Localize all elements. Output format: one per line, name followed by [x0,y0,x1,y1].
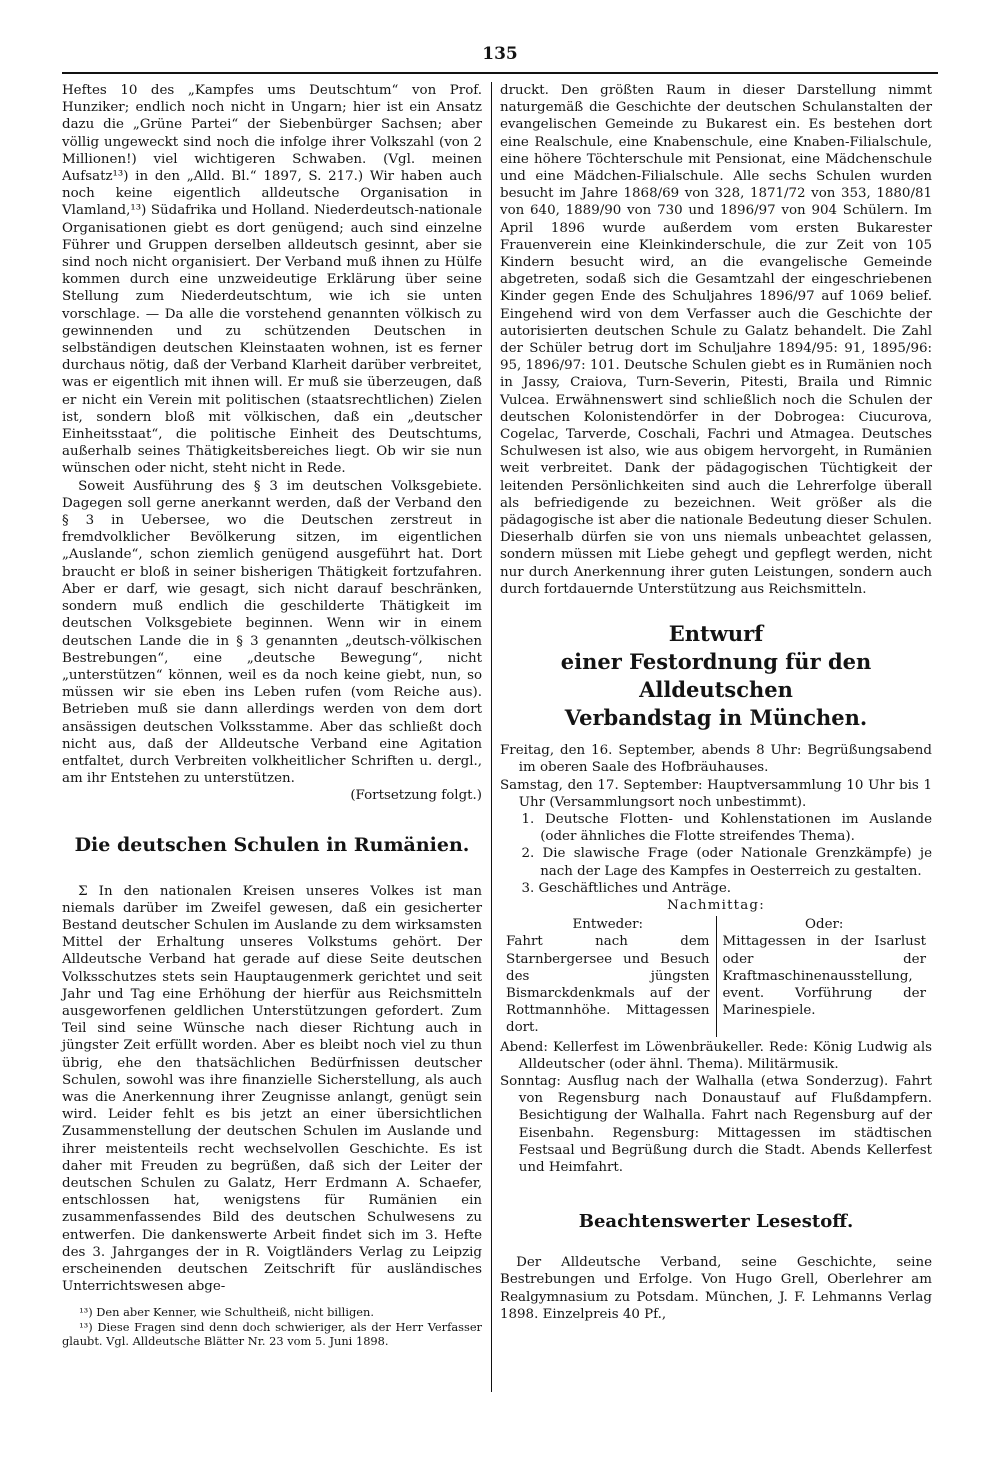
option-left-heading: Entweder: [572,917,644,933]
heading-romania-schools: Die deutschen Schulen in Rumänien. [74,833,470,856]
left-column [62,82,482,1349]
footnote: ¹³) Den aber Kenner, wie Schultheiß, nicht billigen. [79,1305,374,1320]
option-right-text: Mittagessen in der Isarlust oder der Kraftmaschinenausstellung, event. Vorführung der Marinespiele. [722,934,926,1019]
heading-reading-material: Beachtenswerter Lesestoff. [578,1211,854,1233]
footnote: ¹³) Diese Fragen sind denn doch schwieriger, als der Herr Verfasser glaubt. Vgl. Alldeutsche Blätter Nr. 23 vom 5. Juni 1898. [62,1319,482,1349]
agenda-evening: Abend: Kellerfest im Löwenbräukeller. Rede: König Ludwig als Alldeutscher (oder ähnl. Thema). Militärmusik. [500,1039,932,1072]
continuation-note: (Fortsetzung folgt.) [350,788,482,804]
afternoon-options [500,916,932,1036]
column-divider [491,82,492,1392]
agenda-sunday: Sonntag: Ausflug nach der Walhalla (etwa Sonderzug). Fahrt von Regensburg nach Donaustauf auf Flußdampfern. Besichtigung der Walhalla. Fahrt nach Regensburg auf der Eisenbahn. Regensburg: Mittagessen im städtischen Festsaal und Begrüßung durch die Stadt. Abends Kellerfest und Heimfahrt. [500,1073,932,1175]
agenda-item: 2. Die slawische Frage (oder Nationale Grenzkämpfe) je nach der Lage des Kampfes in Oesterreich zu gestalten. [521,846,932,879]
option-left-text: Fahrt nach dem Starnbergersee und Besuch des jüngsten Bismarckdenkmals auf der Rottmannhöhe. Mittagessen dort. [506,934,710,1036]
heading-line: Verbandstag in München. [564,705,868,731]
article-paragraph: Σ In den nationalen Kreisen unseres Volkes ist man niemals darüber im Zweifel gewesen, daß ein gesicherter Bestand deutscher Schulen im Auslande zu dem wirksamsten Mittel der Erhaltung unseres Volkstums gehört. Der Alldeutsche Verband hat gerade auf diese Seite deutschen Volksschutzes stets sein Hauptaugenmerk gerichtet und seit Jahr und Tag eine Erhöhung der hierfür aus Reichsmitteln ausgeworfenen geldlichen Unterstützungen gefordert. Zum Teil sind seine Wünsche nach dieser Richtung auch in jüngster Zeit erfüllt worden. Aber es bleibt noch viel zu thun übrig, ehe den thatsächlichen Bedürfnissen deutscher Schulen, sowohl was ihre finanzielle Sicherstellung, als auch was die Anerkennung ihrer Zeugnisse anlangt, genügt sein wird. Leider fehlt es bis jetzt an einer übersichtlichen Zusammenstellung der deutschen Schulen im Auslande und ihrer meistenteils recht wechselvollen Geschichte. Es ist daher mit Freuden zu begrüßen, daß sich der Leiter der deutschen Schulen zu Galatz, Herr Erdmann A. Schaefer, entschlossen hat, wenigstens für Rumänien ein zusammenfassendes Bild des deutschen Schulwesens zu entwerfen. Die dankenswerte Arbeit findet sich im 3. Hefte des 3. Jahrganges der in R. Voigtländers Verlag zu Leipzig erscheinenden deutschen Zeitschrift für ausländisches Unterrichtswesen abge- [62,883,482,1295]
right-column [500,82,932,1323]
festival-agenda [500,742,932,1176]
agenda-saturday: Samstag, den 17. September: Hauptversammlung 10 Uhr bis 1 Uhr (Versammlungsort noch unbestimmt). [500,777,932,810]
option-left [500,916,717,1036]
heading-line: Entwurf [668,621,764,647]
header-rule [62,72,938,74]
option-right [717,916,933,1036]
heading-festordnung [500,620,932,732]
article-paragraph: druckt. Den größten Raum in dieser Darstellung nimmt naturgemäß die Geschichte der deutschen Schulanstalten der evangelischen Gemeinde zu Bukarest ein. Es bestehen dort eine Realschule, eine Knabenschule, eine Knaben-Filialschule, eine höhere Töchterschule mit Pensionat, eine Mädchenschule und eine Mädchen-Filialschule. Alle sechs Schulen wurden besucht im Jahre 1868/69 von 328, 1871/72 von 353, 1880/81 von 640, 1889/90 von 730 und 1896/97 von 904 Schülern. Im April 1896 wurde außerdem vom ersten Bukarester Frauenverein eine Kleinkinderschule, die zur Zeit von 105 Kindern besucht wird, an die evangelische Gemeinde abgetreten, sodaß sich die Gesamtzahl der eingeschriebenen Kinder gegen Ende des Schuljahres 1896/97 auf 1069 belief. Eingehend wird von dem Verfasser auch die Geschichte der autorisierten deutschen Schule zu Galatz behandelt. Die Zahl der Schüler betrug dort im Schuljahre 1894/95: 91, 1895/96: 95, 1896/97: 101. Deutsche Schulen giebt es in Rumänien noch in Jassy, Craiova, Turn-Severin, Pitesti, Braila und Rimnic Vulcea. Erwähnenswert sind schließlich noch die Schulen der deutschen Kolonistendörfer in der Dobrogea: Ciucurova, Cogelac, Tarverde, Coschali, Fachri und Atmagea. Deutsches Schulwesen ist also, wie aus obigem hervorgeht, in Rumänien weit verbreitet. Dank der pädagogischen Tüchtigkeit der leitenden Persönlichkeiten sind auch die Lehrerfolge überall als befriedigende zu bezeichnen. Weit größer als die pädagogische ist aber die nationale Bedeutung dieser Schulen. Dieserhalb dürfen sie von uns niemals unbeachtet gelassen, sondern müssen mit Liebe gehegt und gepflegt werden, nicht nur durch Anerkennung ihrer guten Leistungen, sondern auch durch fortdauernde Unterstützung aus Reichsmitteln. [500,83,932,597]
agenda-friday: Freitag, den 16. September, abends 8 Uhr: Begrüßungsabend im oberen Saale des Hofbräuhauses. [500,743,932,776]
heading-line: einer Festordnung für den Alldeutschen [560,649,872,703]
agenda-afternoon: Nachmittag: [667,897,765,913]
footnotes [62,1305,482,1348]
agenda-item: 3. Geschäftliches und Anträge. [521,880,732,896]
option-right-heading: Oder: [805,917,844,933]
agenda-item: 1. Deutsche Flotten- und Kohlenstationen im Auslande (oder ähnliches die Flotte streifendes Thema). [521,811,932,845]
page-number: 135 [482,44,518,64]
reading-entry: Der Alldeutsche Verband, seine Geschichte, seine Bestrebungen und Erfolge. Von Hugo Grell, Oberlehrer am Realgymnasium zu Potsdam. München, J. F. Lehmanns Verlag 1898. Einzelpreis 40 Pf., [500,1255,932,1322]
article-paragraph: Heftes 10 des „Kampfes ums Deutschtum“ von Prof. Hunziker; endlich noch nicht in Ungarn; hier ist ein Ansatz dazu die „Grüne Partei“ der Siebenbürger Sachsen; aber völlig ungeweckt sind noch die infolge ihrer Volkszahl (von 2 Millionen!) viel wichtigeren Schwaben. (Vgl. meinen Aufsatz¹³) in den „Alld. Bl.“ 1897, S. 217.) Wir haben auch noch keine eigentlich alldeutsche Organisation in Vlamland,¹³) Südafrika und Holland. Niederdeutsch-nationale Organisationen giebt es dort genügend; auch sind einzelne Führer und Gruppen derselben alldeutsch gesinnt, aber sie sind noch nicht organisiert. Der Verband muß ihnen zu Hülfe kommen durch eine unzweideutige Erklärung über seine Stellung zum Niederdeutschtum, wie ich sie unten vorschlage. — Da alle die vorstehend genannten völkisch zu gewinnenden und zu schützenden Deutschen in selbständigen deutschen Kleinstaaten wohnen, ist es ferner durchaus nötig, daß der Verband Klarheit darüber verbreitet, was er eigentlich mit ihnen will. Er muß sie überzeugen, daß er nicht ein Verein mit politischen (staatsrechtlichen) Zielen ist, sondern bloß mit völkischen, daß ein „deutscher Einheitsstaat“, die politische Einheit des Deutschtums, außerhalb seines Thätigkeitsbereiches liegt. Ob wir sie nun wünschen oder nicht, steht nicht in Rede. [62,83,482,477]
article-paragraph: Soweit Ausführung des § 3 im deutschen Volksgebiete. Dagegen soll gerne anerkannt werden, daß der Verband den § 3 in Uebersee, wo die Deutschen zerstreut in fremdvolklicher Bevölkerung sitzen, im eigentlichen „Auslande“, schon ziemlich genügend ausgeführt hat. Dort braucht er bloß in seiner bisherigen Thätigkeit fortzufahren. Aber er darf, wie gesagt, sich nicht darauf beschränken, sondern muß endlich die geschilderte Thätigkeit im deutschen Volksgebiete beginnen. Wenn wir in einem deutschen Lande die in § 3 genannten „deutsch-völkischen Bestrebungen“, eine „deutsche Bewegung“, nicht „unterstützen“ können, weil es da noch keine giebt, nun, so müssen wir sie eben ins Leben rufen (vom Reiche aus). Betrieben muß sie dann allerdings werden von dem dort ansässigen deutschen Volksstamme. Aber das schließt doch nicht aus, daß der Alldeutsche Verband eine Agitation entfaltet, durch Verbreiten volkheitlicher Schriften u. dergl., am ihr Entstehen zu unterstützen. [62,478,482,787]
